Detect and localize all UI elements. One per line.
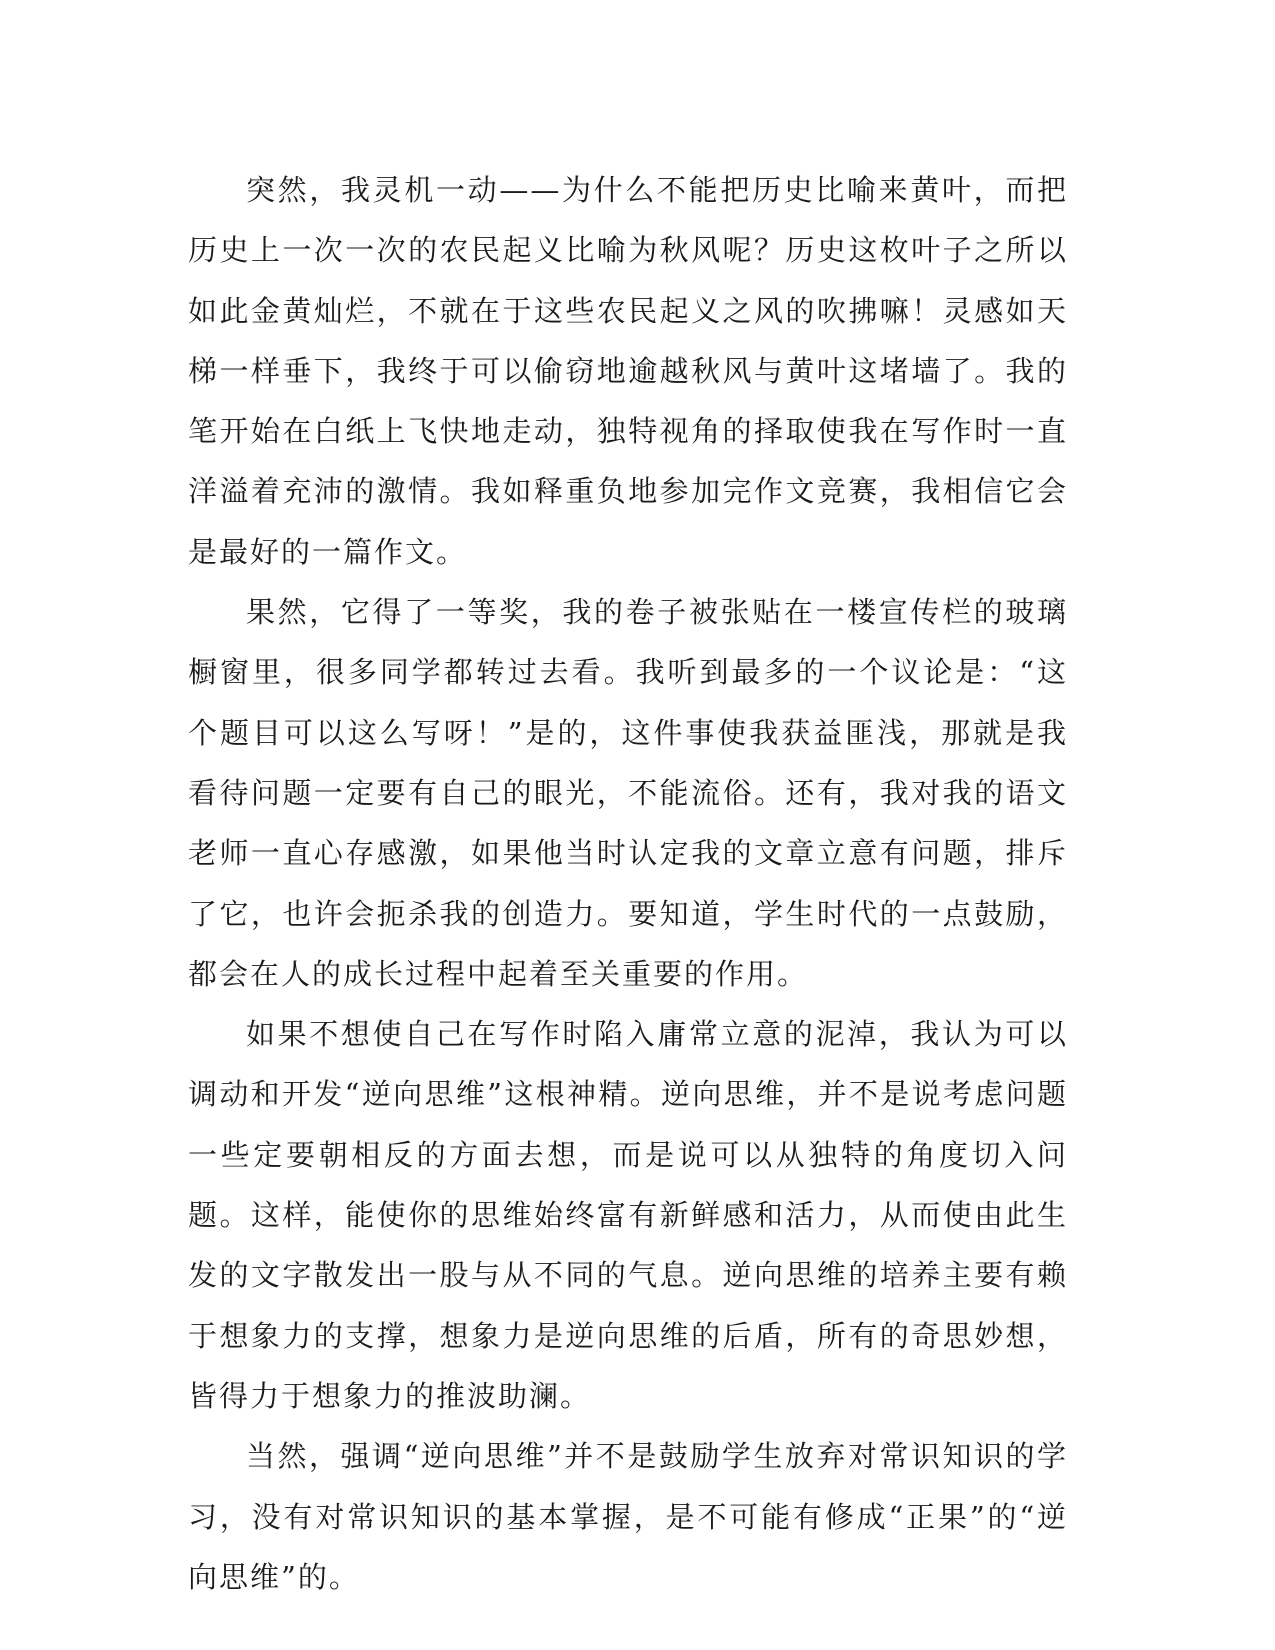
paragraph-4: 当然，强调“逆向思维”并不是鼓励学生放弃对常识知识的学习，没有对常识知识的基本掌握，是不可能有修成“正果”的“逆向思维”的。 [188, 1439, 1068, 1594]
document-page [188, 160, 1068, 1607]
paragraph-2: 果然，它得了一等奖，我的卷子被张贴在一楼宣传栏的玻璃橱窗里，很多同学都转过去看。我听到最多的一个议论是：“这个题目可以这么写呀！”是的，这件事使我获益匪浅，那就是我看待问题一定要有自己的眼光，不能流俗。还有，我对我的语文老师一直心存感激，如果他当时认定我的文章立意有问题，排斥了它，也许会扼杀我的创造力。要知道，学生时代的一点鼓励，都会在人的成长过程中起着至关重要的作用。 [188, 595, 1068, 991]
paragraph-3: 如果不想使自己在写作时陷入庸常立意的泥淖，我认为可以调动和开发“逆向思维”这根神精。逆向思维，并不是说考虑问题一些定要朝相反的方面去想，而是说可以从独特的角度切入问题。这样，能使你的思维始终富有新鲜感和活力，从而使由此生发的文字散发出一股与从不同的气息。逆向思维的培养主要有赖于想象力的支撑，想象力是逆向思维的后盾，所有的奇思妙想，皆得力于想象力的推波助澜。 [188, 1017, 1068, 1413]
paragraph-1: 突然，我灵机一动——为什么不能把历史比喻来黄叶，而把历史上一次一次的农民起义比喻为秋风呢？历史这枚叶子之所以如此金黄灿烂，不就在于这些农民起义之风的吹拂嘛！灵感如天梯一样垂下，我终于可以偷窃地逾越秋风与黄叶这堵墙了。我的笔开始在白纸上飞快地走动，独特视角的择取使我在写作时一直洋溢着充沛的激情。我如释重负地参加完作文竞赛，我相信它会是最好的一篇作文。 [188, 173, 1068, 569]
